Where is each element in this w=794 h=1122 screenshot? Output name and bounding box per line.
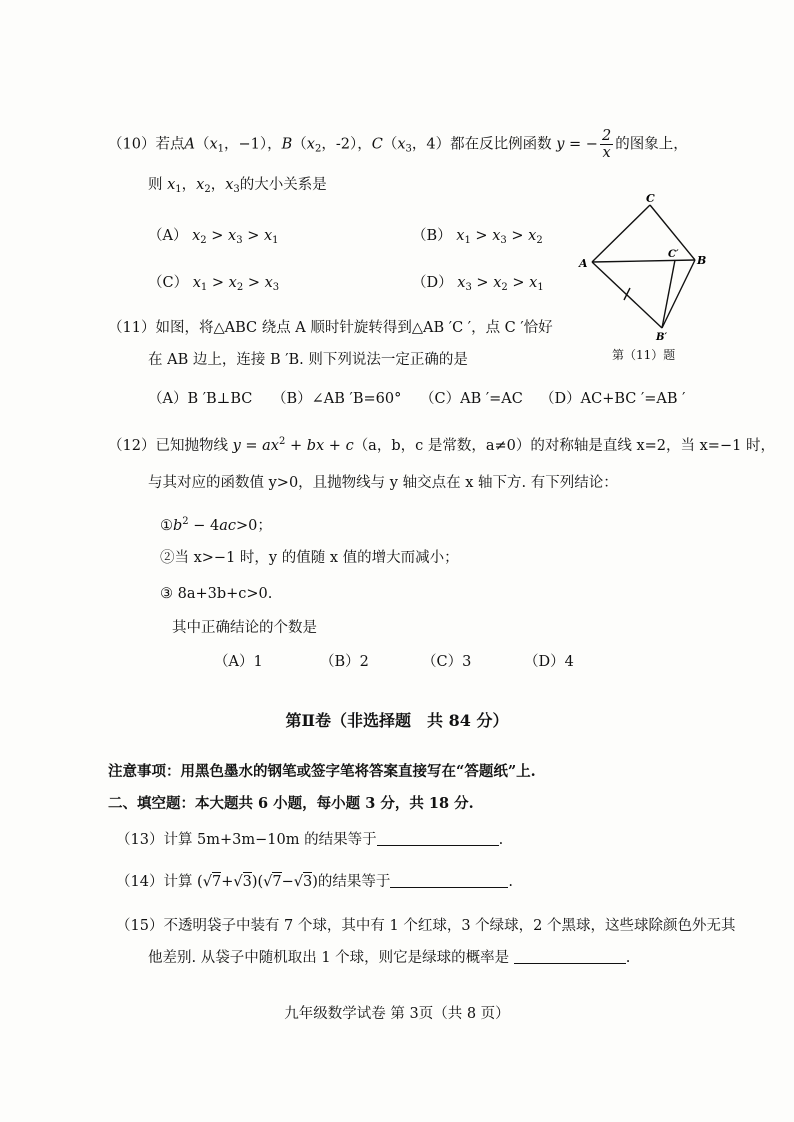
q10-line2: 则 $x_1$，$x_2$，$x_3$的大小关系是	[148, 177, 327, 195]
q13-text: 计算 5m+3m−10m 的结果等于	[163, 832, 377, 848]
q12-line1: （12）已知抛物线 $y = ax^2$ + bx + c（a，b，c 是常数，a≠0）的对称轴是直线 x=2，当 x=−1 时，	[108, 436, 775, 454]
q12-conclusion-1: $①b^2 - 4ac>0$；	[160, 516, 272, 534]
segment-ac	[592, 205, 650, 262]
segment-bb1	[662, 260, 695, 328]
q10-text-c: 的图象上，	[615, 136, 688, 153]
section-notice: 注意事项：用黑色墨水的钢笔或签字笔将答案直接写在“答题纸”上.	[108, 763, 536, 780]
q11-option-a[interactable]: （A）B ′B⊥BC	[148, 391, 253, 407]
tick-mark	[624, 288, 630, 300]
q13-line	[116, 830, 503, 850]
q12-text1-b: （a，b，c 是常数，a≠0）的对称轴是直线 x=2，当 x=−1 时，	[353, 438, 775, 454]
q13-answer-blank[interactable]	[377, 831, 499, 846]
label-c: C	[646, 192, 655, 205]
q12-conclusion-2: ②当 x>−1 时，y 的值随 x 值的增大而减小；	[160, 550, 459, 566]
q11-line2: 在 AB 边上，连接 B ′B. 则下列说法一定正确的是	[148, 352, 468, 368]
q14-answer-blank[interactable]	[390, 873, 508, 888]
q12-line2: 与其对应的函数值 y>0，且抛物线与 y 轴交点在 x 轴下方. 有下列结论：	[148, 475, 618, 491]
q11-figure	[570, 190, 720, 340]
q15-number: （15）	[116, 918, 164, 934]
q12-option-c[interactable]: （C）3	[422, 654, 472, 670]
q12-number: （12）	[108, 438, 156, 454]
q10-line2-text: 的大小关系是	[239, 177, 327, 193]
q12-option-d[interactable]: （D）4	[524, 654, 574, 670]
q13-end: .	[498, 832, 504, 848]
q12-conclusion-3: ③ 8a+3b+c>0.	[160, 586, 273, 602]
q15-end: .	[625, 950, 631, 966]
q12-c1-mark: ①	[160, 518, 173, 534]
q12-text1-a: 已知抛物线	[155, 438, 228, 454]
q10-number: （10）	[108, 136, 156, 153]
q11-option-b[interactable]: （B）∠AB ′B=60°	[272, 391, 402, 407]
section-title: 第Ⅱ卷（非选择题 共 84 分）	[285, 711, 509, 730]
q11-option-c[interactable]: （C）AB ′=AC	[420, 391, 523, 407]
label-c-prime: C′	[668, 249, 679, 260]
q11-number: （11）	[108, 320, 156, 336]
q10-option-c[interactable]: （C） $x_1 > x_2 > x_3$	[148, 275, 280, 293]
q14-end: .	[508, 874, 514, 890]
q13-number: （13）	[116, 832, 164, 848]
page-footer: 九年级数学试卷 第 3页（共 8 页）	[284, 1006, 510, 1022]
q11-option-d[interactable]: （D）AC+BC ′=AB ′	[540, 391, 686, 407]
q15-line2	[148, 948, 630, 968]
q10-option-c-label: （C）	[148, 275, 189, 291]
q10-option-a[interactable]: （A） $x_2 > x_3 > x_1$	[148, 228, 279, 246]
q10-text-a: 若点	[155, 136, 185, 153]
q12-c1-rest: >0；	[236, 518, 272, 534]
label-b-prime: B′	[656, 332, 668, 340]
section-part2-heading: 二、填空题：本大题共 6 小题，每小题 3 分，共 18 分.	[108, 795, 474, 812]
q11-figure-caption: 第（11）题	[612, 348, 676, 362]
q12-option-a[interactable]: （A）1	[214, 654, 263, 670]
q10-option-a-label: （A）	[148, 228, 188, 244]
q12-option-b[interactable]: （B）2	[320, 654, 369, 670]
q14-line: （14）计算 (√7+√3)(√7−√3)的结果等于 .	[116, 874, 514, 890]
q11-text1: 如图，将△ABC 绕点 A 顺时针旋转得到△AB ′C ′，点 C ′恰好	[155, 320, 553, 336]
q15-answer-blank[interactable]	[514, 949, 626, 964]
q15-line1	[116, 916, 736, 936]
q12-question: 其中正确结论的个数是	[172, 620, 317, 636]
q14-number: （14）	[116, 874, 164, 890]
q10-option-b[interactable]: （B） $x_1 > x_3 > x_2$	[412, 228, 543, 246]
segment-ab	[592, 260, 695, 262]
label-b: B	[697, 254, 707, 267]
q15-text2: 他差别. 从袋子中随机取出 1 个球，则它是绿球的概率是	[148, 950, 510, 966]
q10-text-b: 都在反比例函数	[450, 136, 552, 153]
q14-text-a: 计算	[163, 874, 193, 890]
q14-text-b: 的结果等于	[317, 874, 391, 890]
q10-fraction: $\frac{2}{x}$	[601, 128, 612, 161]
label-a: A	[579, 257, 588, 270]
q10-option-d-label: （D）	[412, 275, 453, 291]
segment-c1b1	[662, 260, 675, 328]
q11-line1	[108, 318, 553, 338]
q10-line1: （10）若点$A(x_1$，−1），$B(x_2$，-2），$C(x_3$，4）都在反比例函数 y = − $\frac{2}{x}$ 的图象上，	[108, 128, 688, 161]
q10-option-b-label: （B）	[412, 228, 452, 244]
q15-text1: 不透明袋子中装有 7 个球，其中有 1 个红球，3 个绿球，2 个黑球，这些球除颜色外无其	[163, 918, 736, 934]
q10-option-d[interactable]: （D） $x_3 > x_2 > x_1$	[412, 275, 544, 293]
